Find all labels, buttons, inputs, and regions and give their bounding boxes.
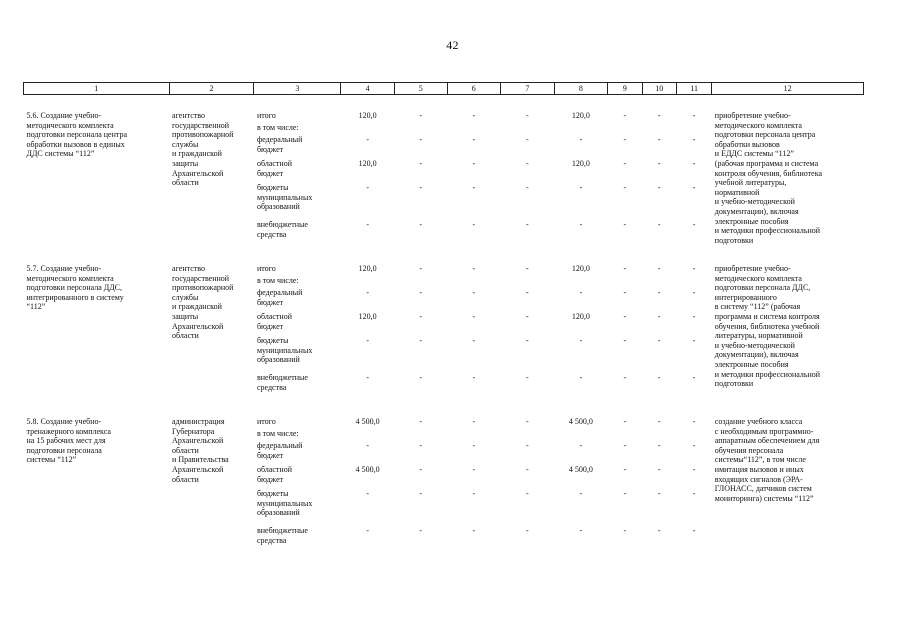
value-cell: -	[472, 489, 476, 498]
value-cell: -	[692, 220, 696, 229]
value-cell: -	[579, 373, 583, 382]
value-cell	[645, 276, 673, 288]
funding-source: областной бюджет	[256, 465, 292, 484]
value-cell: -	[419, 135, 423, 144]
value-cell: -	[692, 183, 696, 192]
value-cell: -	[579, 288, 583, 297]
funding-source: федеральный бюджет	[256, 135, 303, 154]
value-cell: 4 500,0	[355, 417, 380, 426]
value-cell: 120,0	[358, 312, 377, 321]
value-cell: -	[657, 312, 661, 321]
value-cell: -	[623, 526, 627, 535]
value-cell	[504, 276, 552, 288]
value-cell: -	[472, 441, 476, 450]
value-cell: -	[657, 264, 661, 273]
executor-cell: агентство государственной противопожарной службы и гражданской защиты Архангельской области	[172, 111, 234, 188]
value-cell: -	[526, 111, 529, 120]
value-cell: 120,0	[571, 159, 590, 168]
column-header: 10	[642, 83, 676, 95]
funding-source: бюджеты муниципальных образований	[256, 489, 313, 518]
value-cell: -	[657, 183, 661, 192]
value-cell: -	[366, 220, 369, 229]
value-cell	[344, 276, 392, 288]
value-cell: -	[419, 183, 423, 192]
value-cell	[450, 276, 498, 288]
value-cell: -	[419, 264, 423, 273]
value-cell: -	[419, 441, 423, 450]
row-spacer	[24, 401, 864, 417]
value-cell: -	[623, 336, 627, 345]
value-cell: -	[579, 135, 583, 144]
value-cell	[450, 123, 498, 135]
value-cell: -	[526, 159, 529, 168]
value-cell	[504, 429, 552, 441]
value-column-8	[554, 111, 608, 248]
value-cell: -	[623, 417, 627, 426]
value-column-5	[394, 417, 447, 554]
value-cell: -	[657, 441, 661, 450]
value-cell: -	[579, 441, 583, 450]
value-cell: -	[526, 489, 529, 498]
program-table	[23, 82, 864, 554]
value-cell: -	[692, 159, 696, 168]
executor-cell: администрация Губернатора Архангельской области и Правительства Архангельской области	[172, 417, 229, 484]
value-cell: -	[472, 159, 476, 168]
value-cell: -	[472, 264, 476, 273]
value-cell: 120,0	[571, 111, 590, 120]
funding-source: в том числе:	[256, 429, 299, 438]
value-cell: -	[692, 489, 696, 498]
result-cell: приобретение учебно- методического комплекта подготовки персонала ДДС, интегрированного в систему “112” (рабочая программа и система контроля обучения, библиотека учебной литературы, нормативной и учебно-методической документации), включая электронные пособия и методики профессиональной подготовки	[714, 264, 821, 389]
value-cell	[397, 429, 444, 441]
value-cell: 4 500,0	[355, 465, 380, 474]
value-cell: -	[623, 465, 627, 474]
funding-sources-cell	[254, 264, 341, 401]
column-header: 5	[394, 83, 447, 95]
value-cell	[557, 429, 605, 441]
value-column-4	[341, 264, 395, 401]
value-column-6	[447, 264, 501, 401]
funding-source: федеральный бюджет	[256, 288, 303, 307]
value-cell	[344, 429, 392, 441]
value-column-7	[501, 111, 555, 248]
value-column-4	[341, 111, 395, 248]
funding-source: внебюджетные средства	[256, 373, 308, 392]
value-cell: -	[623, 135, 627, 144]
value-cell: -	[579, 336, 583, 345]
value-cell: -	[692, 441, 696, 450]
value-cell	[344, 123, 392, 135]
column-header: 11	[676, 83, 711, 95]
column-header: 1	[24, 83, 170, 95]
value-cell: -	[657, 526, 661, 535]
value-cell: -	[419, 526, 423, 535]
value-cell: -	[657, 111, 661, 120]
result-cell: приобретение учебно- методического комплекта подготовки персонала центра обработки вызовов и ЕДДС системы “112” (рабочая программа и система контроля обучения, библиотека учебной литературы, нормативной и учебно-методической документации), включая электронные пособия и методики профессиональной подготовки	[714, 111, 823, 245]
value-cell: -	[657, 465, 661, 474]
value-cell: -	[526, 441, 529, 450]
value-cell: -	[623, 159, 627, 168]
value-cell: -	[419, 220, 423, 229]
value-cell: -	[623, 220, 627, 229]
value-cell: -	[472, 183, 476, 192]
value-column-8	[554, 417, 608, 554]
value-cell: -	[526, 288, 529, 297]
value-cell: -	[472, 465, 476, 474]
value-cell: -	[526, 373, 529, 382]
value-column-10	[642, 111, 676, 248]
funding-source: областной бюджет	[256, 312, 292, 331]
value-cell: -	[366, 373, 369, 382]
value-cell: -	[419, 312, 423, 321]
value-column-7	[501, 264, 555, 401]
value-cell: -	[623, 264, 627, 273]
value-cell: -	[657, 288, 661, 297]
value-cell: -	[472, 111, 476, 120]
spacer-cell	[24, 248, 864, 264]
table-row	[24, 417, 864, 554]
value-cell: -	[692, 312, 696, 321]
funding-sources-cell	[254, 111, 341, 248]
value-column-8	[554, 264, 608, 401]
value-cell: -	[419, 288, 423, 297]
column-header: 2	[169, 83, 254, 95]
value-cell	[504, 123, 552, 135]
value-cell: 4 500,0	[568, 465, 593, 474]
value-cell: -	[692, 336, 696, 345]
value-column-10	[642, 417, 676, 554]
value-column-9	[608, 111, 642, 248]
value-cell: 120,0	[358, 111, 377, 120]
value-cell: -	[692, 373, 696, 382]
value-cell: -	[623, 373, 627, 382]
activity-cell: 5.8. Создание учебно- тренажерного комплекса на 15 рабочих мест для подготовки персонала системы “112”	[26, 417, 111, 465]
row-spacer	[24, 248, 864, 264]
value-cell: 120,0	[571, 264, 590, 273]
value-cell: -	[692, 111, 696, 120]
value-cell	[679, 123, 708, 135]
value-cell: -	[623, 288, 627, 297]
result-cell: создание учебного класса с необходимым программно- аппаратным обеспечением для обучения персонала системы“112”, в том числе имитация вызовов и иных входящих сигналов (ЭРА- ГЛОНАСС, датчиков систем мониторинга) системы “112”	[714, 417, 820, 503]
value-cell: -	[692, 288, 696, 297]
value-cell: -	[472, 373, 476, 382]
value-cell: -	[692, 526, 696, 535]
value-column-5	[394, 264, 447, 401]
value-cell: -	[579, 220, 583, 229]
value-cell: -	[366, 489, 369, 498]
value-column-11	[676, 264, 711, 401]
value-cell: -	[579, 183, 583, 192]
column-header: 9	[608, 83, 642, 95]
value-column-4	[341, 417, 395, 554]
spacer-cell	[24, 95, 864, 112]
value-cell: -	[419, 417, 423, 426]
value-cell: -	[472, 526, 476, 535]
value-cell: -	[657, 417, 661, 426]
column-header: 8	[554, 83, 608, 95]
funding-source: областной бюджет	[256, 159, 292, 178]
value-cell: -	[657, 489, 661, 498]
funding-source: федеральный бюджет	[256, 441, 303, 460]
value-cell: -	[472, 220, 476, 229]
funding-source: итого	[256, 264, 276, 273]
value-cell: -	[366, 336, 369, 345]
value-column-11	[676, 111, 711, 248]
value-column-5	[394, 111, 447, 248]
value-cell: -	[526, 135, 529, 144]
activity-cell: 5.6. Создание учебно- методического комплекта подготовки персонала центра обработки вызовов в единых ДДС системы “112”	[26, 111, 128, 159]
value-cell: -	[366, 183, 369, 192]
value-cell: -	[419, 489, 423, 498]
value-cell	[397, 123, 444, 135]
funding-source: итого	[256, 417, 276, 426]
value-cell: 120,0	[571, 312, 590, 321]
activity-cell: 5.7. Создание учебно- методического комплекта подготовки персонала ДДС, интегрированного в систему “112”	[26, 264, 124, 312]
value-cell: -	[623, 183, 627, 192]
value-cell: -	[579, 489, 583, 498]
value-cell	[557, 276, 605, 288]
funding-source: бюджеты муниципальных образований	[256, 336, 313, 365]
value-cell: -	[472, 312, 476, 321]
value-cell: -	[657, 135, 661, 144]
funding-source: итого	[256, 111, 276, 120]
value-column-9	[608, 417, 642, 554]
value-cell: -	[366, 288, 369, 297]
value-cell: -	[657, 373, 661, 382]
value-cell: -	[472, 135, 476, 144]
value-cell: -	[419, 111, 423, 120]
column-header: 3	[254, 83, 341, 95]
value-cell: 4 500,0	[568, 417, 593, 426]
executor-cell: агентство государственной противопожарной службы и гражданской защиты Архангельской области	[172, 264, 234, 341]
value-cell: -	[526, 183, 529, 192]
table-row	[24, 264, 864, 401]
column-header: 6	[447, 83, 501, 95]
value-cell: -	[526, 526, 529, 535]
value-cell: -	[526, 264, 529, 273]
value-cell	[611, 123, 639, 135]
value-cell: -	[526, 312, 529, 321]
value-cell: -	[657, 336, 661, 345]
value-cell	[679, 276, 708, 288]
column-header: 7	[501, 83, 555, 95]
value-cell: -	[526, 465, 529, 474]
value-column-10	[642, 264, 676, 401]
value-cell: -	[366, 441, 369, 450]
value-column-11	[676, 417, 711, 554]
funding-source: в том числе:	[256, 276, 299, 285]
value-cell: -	[692, 465, 696, 474]
value-column-6	[447, 417, 501, 554]
value-column-7	[501, 417, 555, 554]
value-cell: 120,0	[358, 264, 377, 273]
value-cell: 120,0	[358, 159, 377, 168]
value-cell: -	[623, 111, 627, 120]
value-cell: -	[366, 135, 369, 144]
value-cell: -	[472, 288, 476, 297]
header-row	[24, 83, 864, 95]
value-column-6	[447, 111, 501, 248]
value-cell: -	[623, 489, 627, 498]
value-cell: -	[472, 336, 476, 345]
value-column-9	[608, 264, 642, 401]
funding-source: внебюджетные средства	[256, 220, 308, 239]
column-header: 4	[341, 83, 395, 95]
value-cell	[645, 123, 673, 135]
value-cell: -	[419, 373, 423, 382]
spacer-cell	[24, 401, 864, 417]
value-cell: -	[526, 336, 529, 345]
funding-source: бюджеты муниципальных образований	[256, 183, 313, 212]
funding-sources-cell	[254, 417, 341, 554]
value-cell: -	[657, 159, 661, 168]
value-cell: -	[692, 135, 696, 144]
value-cell: -	[579, 526, 583, 535]
value-cell: -	[419, 465, 423, 474]
value-cell	[397, 276, 444, 288]
value-cell: -	[526, 417, 529, 426]
value-cell	[450, 429, 498, 441]
value-cell: -	[692, 264, 696, 273]
value-cell: -	[657, 220, 661, 229]
table-body	[24, 95, 864, 555]
value-cell	[645, 429, 673, 441]
value-cell: -	[623, 441, 627, 450]
funding-source: в том числе:	[256, 123, 299, 132]
value-cell: -	[692, 417, 696, 426]
column-header: 12	[712, 83, 864, 95]
value-cell: -	[623, 312, 627, 321]
page-number: 42	[446, 38, 459, 52]
value-cell: -	[472, 417, 476, 426]
value-cell: -	[366, 526, 369, 535]
table-row	[24, 111, 864, 248]
value-cell: -	[419, 159, 423, 168]
value-cell: -	[526, 220, 529, 229]
row-spacer	[24, 95, 864, 112]
funding-source: внебюджетные средства	[256, 526, 308, 545]
value-cell	[611, 429, 639, 441]
value-cell	[557, 123, 605, 135]
value-cell	[611, 276, 639, 288]
value-cell	[679, 429, 708, 441]
value-cell: -	[419, 336, 423, 345]
